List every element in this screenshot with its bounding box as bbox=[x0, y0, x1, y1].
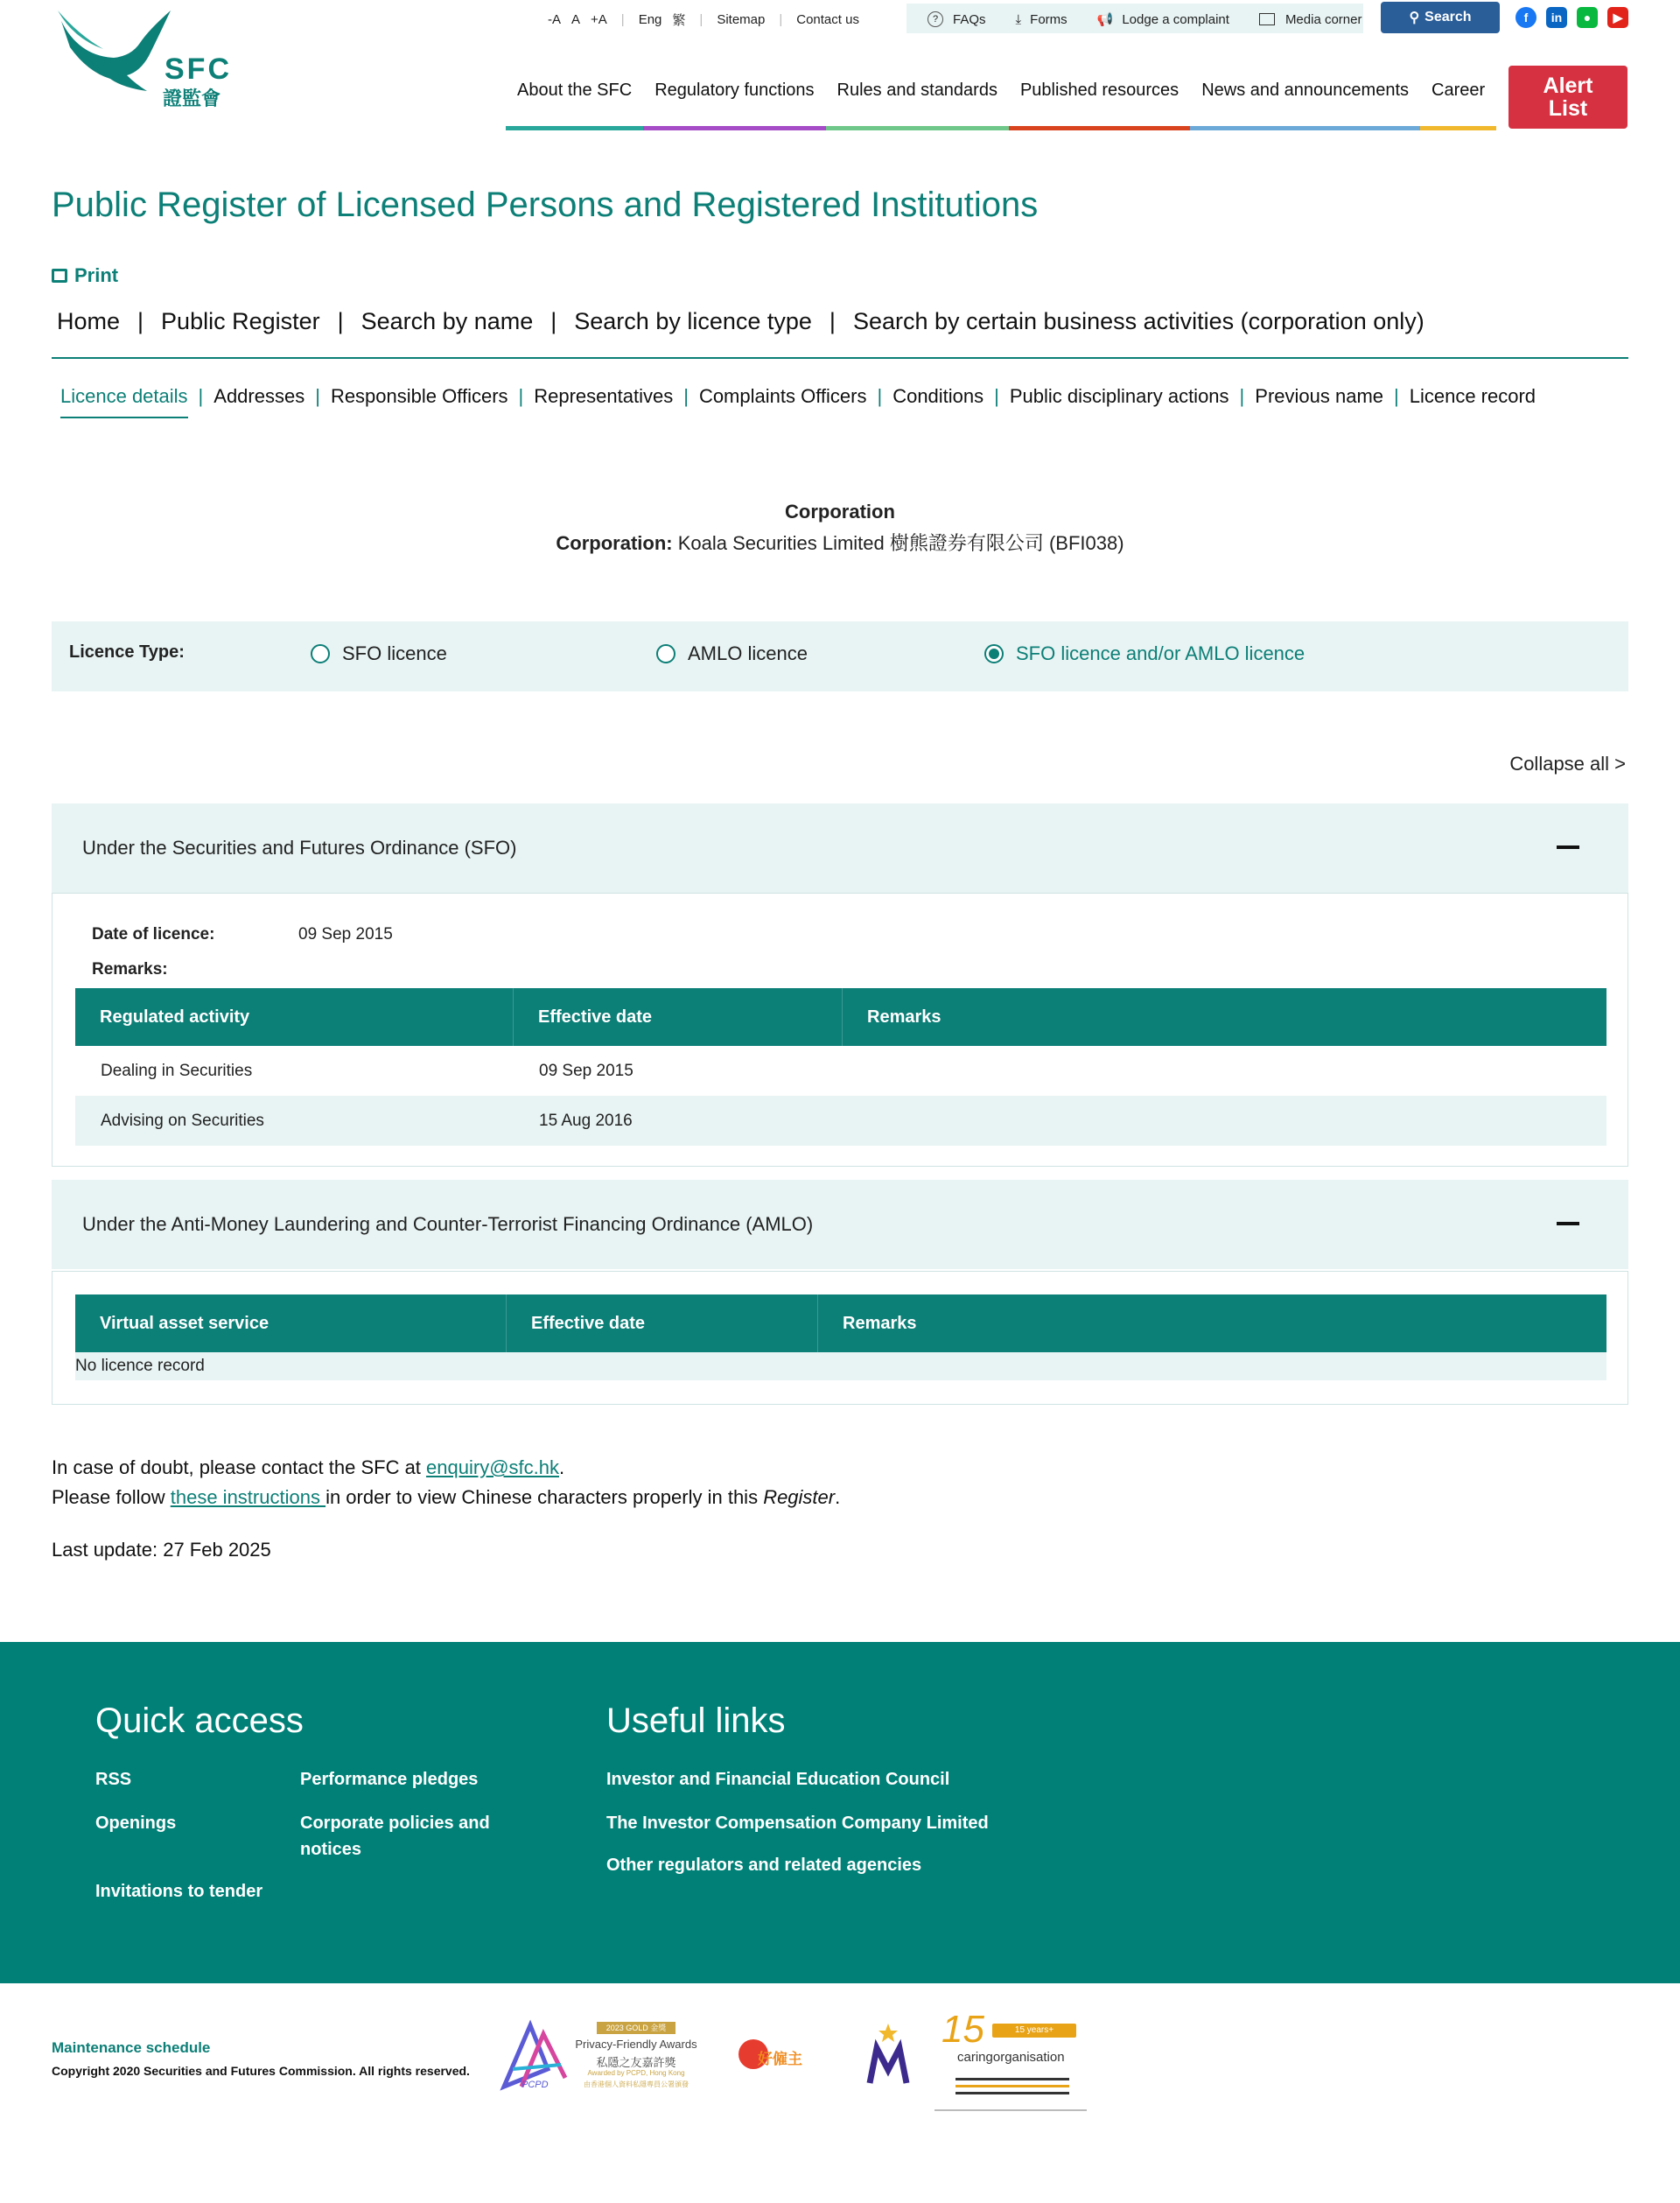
footer-link-rss[interactable]: RSS bbox=[95, 1770, 132, 1789]
tab-separator: | bbox=[1394, 385, 1399, 407]
licence-type-filter bbox=[52, 621, 1628, 691]
breadcrumb-link[interactable]: Search by name bbox=[360, 308, 534, 334]
wechat-icon[interactable]: ● bbox=[1577, 7, 1598, 28]
tab-separator: | bbox=[877, 385, 883, 407]
no-record-text: No licence record bbox=[75, 1357, 205, 1375]
breadcrumb-separator: | bbox=[137, 308, 144, 334]
breadcrumb bbox=[52, 308, 1430, 335]
activity-cell: Dealing in Securities bbox=[101, 1061, 253, 1080]
alert-list-button[interactable] bbox=[1508, 66, 1628, 129]
footer-link-ifec[interactable]: Investor and Financial Education Council bbox=[606, 1770, 950, 1789]
font-large-button[interactable]: +A bbox=[591, 11, 607, 27]
faqs-label: FAQs bbox=[953, 11, 986, 27]
nav-color-bar bbox=[643, 126, 825, 130]
radio-label: SFO licence and/or AMLO licence bbox=[1016, 642, 1306, 664]
radio-label: AMLO licence bbox=[688, 642, 808, 664]
radio-circle bbox=[656, 644, 676, 663]
date-cell: 15 Aug 2016 bbox=[539, 1111, 633, 1130]
date-of-licence-value: 09 Sep 2015 bbox=[298, 925, 393, 944]
sfo-table-header bbox=[75, 988, 1606, 1046]
note-text: In case of doubt, please contact the SFC at bbox=[52, 1456, 427, 1478]
amlo-accordion-body bbox=[52, 1271, 1628, 1405]
faqs-link[interactable] bbox=[922, 11, 991, 27]
tab-item[interactable]: Conditions bbox=[892, 385, 984, 407]
table-row bbox=[75, 1096, 1606, 1146]
note-text: . bbox=[559, 1456, 565, 1478]
note-text: in order to view Chinese characters properly in this bbox=[326, 1486, 764, 1508]
note-text: Please follow bbox=[52, 1486, 171, 1508]
column-header: Effective date bbox=[513, 988, 652, 1046]
last-update: Last update: 27 Feb 2025 bbox=[52, 1539, 271, 1561]
tab-separator: | bbox=[198, 385, 204, 407]
nav-item[interactable]: News and announcements bbox=[1201, 81, 1410, 100]
complaint-link[interactable] bbox=[1092, 11, 1235, 27]
pcpd-logo-text: PCPD bbox=[522, 2080, 549, 2090]
page-title: Public Register of Licensed Persons and Registered Institutions bbox=[52, 186, 1039, 224]
tab-item[interactable]: Responsible Officers bbox=[330, 385, 508, 407]
media-link[interactable] bbox=[1254, 12, 1368, 27]
divider: | bbox=[779, 11, 783, 27]
empty-row bbox=[75, 1352, 1606, 1380]
collapse-all-link[interactable]: Collapse all > bbox=[1509, 753, 1626, 775]
award-note: Awarded by PCPD, Hong Kong bbox=[587, 2069, 685, 2077]
corporation-line bbox=[0, 529, 1680, 556]
footer-link-other-regulators[interactable]: Other regulators and related agencies bbox=[606, 1856, 922, 1875]
award-rule bbox=[956, 2085, 1069, 2087]
alert-list-label: Alert List bbox=[1543, 74, 1593, 121]
tab-separator: | bbox=[1239, 385, 1245, 407]
tab-item[interactable]: Complaints Officers bbox=[698, 385, 867, 407]
lang-zh-link[interactable]: 繁 bbox=[672, 12, 686, 28]
tab-separator: | bbox=[315, 385, 320, 407]
email-link[interactable]: enquiry@sfc.hk bbox=[426, 1456, 559, 1478]
radio-label: SFO licence bbox=[342, 642, 447, 664]
caring-text: caringorganisation bbox=[957, 2050, 1065, 2065]
tab-separator: | bbox=[518, 385, 524, 407]
nav-color-bar bbox=[1009, 126, 1190, 130]
nav-item[interactable]: Rules and standards bbox=[836, 81, 998, 100]
radio-circle bbox=[311, 644, 330, 663]
sfc-logo[interactable] bbox=[52, 4, 236, 109]
sitemap-link[interactable]: Sitemap bbox=[717, 11, 766, 27]
column-header: Regulated activity bbox=[100, 1007, 250, 1027]
sfo-accordion-body bbox=[52, 893, 1628, 1167]
radio-circle-selected bbox=[984, 644, 1004, 663]
linkedin-icon[interactable]: in bbox=[1546, 7, 1567, 28]
footer-link-corporate-policies[interactable]: Corporate policies and notices bbox=[300, 1814, 490, 1859]
award-rule bbox=[956, 2078, 1069, 2080]
main-nav bbox=[506, 81, 1496, 123]
column-header: Remarks bbox=[842, 988, 942, 1046]
contact-note bbox=[52, 1456, 564, 1479]
footer bbox=[0, 1642, 1680, 1983]
breadcrumb-link[interactable]: Search by certain business activities (corporation only) bbox=[852, 308, 1424, 334]
sfo-heading: Under the Securities and Futures Ordinance (SFO) bbox=[82, 837, 517, 859]
maintenance-schedule-link[interactable]: Maintenance schedule bbox=[52, 2039, 211, 2056]
contact-link[interactable]: Contact us bbox=[796, 11, 859, 27]
logo-text-en: SFC bbox=[164, 53, 232, 86]
nav-item[interactable]: Career bbox=[1432, 81, 1486, 100]
divider: | bbox=[620, 11, 625, 27]
megaphone-icon: 📢 bbox=[1096, 12, 1114, 27]
printer-icon bbox=[52, 269, 67, 283]
fifteen-years-mark: 15 bbox=[942, 2008, 984, 2051]
copyright: Copyright 2020 Securities and Futures Commission. All rights reserved. bbox=[52, 2064, 470, 2078]
licence-type-label: Licence Type: bbox=[69, 642, 185, 662]
breadcrumb-link[interactable]: Search by licence type bbox=[574, 308, 812, 334]
service-links bbox=[917, 7, 1372, 32]
pcpd-award-logo bbox=[495, 2017, 702, 2097]
activity-cell: Advising on Securities bbox=[101, 1111, 264, 1130]
forms-link[interactable] bbox=[1011, 12, 1073, 27]
font-small-button[interactable]: -A bbox=[548, 11, 561, 27]
good-employer-logo bbox=[738, 2036, 835, 2080]
years-banner: 15 years+ bbox=[992, 2024, 1076, 2038]
column-header: Virtual asset service bbox=[100, 1313, 270, 1333]
employer-text: 好僱主 bbox=[758, 2051, 802, 2067]
quick-access-heading: Quick access bbox=[95, 1701, 304, 1740]
minus-icon[interactable] bbox=[1557, 1222, 1579, 1225]
table-row bbox=[75, 1046, 1606, 1096]
column-header: Effective date bbox=[506, 1294, 645, 1352]
amlo-accordion-header[interactable] bbox=[52, 1180, 1628, 1269]
logo-text-zh: 證監會 bbox=[163, 88, 221, 109]
breadcrumb-link[interactable]: Home bbox=[57, 308, 121, 334]
corporation-label: Corporation: bbox=[556, 532, 673, 554]
media-label: Media corner bbox=[1284, 11, 1362, 27]
print-label: Print bbox=[74, 264, 119, 286]
footer-link-icc[interactable]: The Investor Compensation Company Limited bbox=[606, 1814, 989, 1833]
tab-item[interactable]: Previous name bbox=[1255, 385, 1384, 407]
mpf-logo bbox=[866, 2022, 910, 2097]
complaint-label: Lodge a complaint bbox=[1122, 11, 1229, 27]
facebook-icon[interactable]: f bbox=[1516, 7, 1536, 28]
minus-icon[interactable] bbox=[1557, 845, 1579, 849]
divider: | bbox=[699, 11, 704, 27]
note-text: . bbox=[835, 1486, 841, 1508]
radio-sfo-and-amlo-licence[interactable] bbox=[984, 642, 1305, 665]
tab-item[interactable]: Addresses bbox=[214, 385, 305, 407]
help-icon: ? bbox=[928, 11, 943, 27]
nav-color-bar bbox=[826, 126, 1009, 130]
lang-en-link[interactable]: Eng bbox=[638, 11, 662, 27]
tab-separator: | bbox=[994, 385, 999, 407]
date-of-licence-label: Date of licence: bbox=[92, 925, 215, 944]
tab-separator: | bbox=[683, 385, 689, 407]
instructions-note bbox=[52, 1486, 840, 1509]
nav-item[interactable]: Published resources bbox=[1019, 81, 1180, 100]
amlo-heading: Under the Anti-Money Laundering and Counter-Terrorist Financing Ordinance (AMLO) bbox=[82, 1213, 814, 1235]
breadcrumb-separator: | bbox=[829, 308, 836, 334]
search-icon: ⚲ bbox=[1409, 11, 1420, 25]
instructions-link[interactable]: these instructions bbox=[170, 1486, 326, 1508]
forms-label: Forms bbox=[1030, 11, 1068, 27]
search-label: Search bbox=[1424, 10, 1472, 25]
entity-type: Corporation bbox=[785, 501, 895, 523]
award-title: Privacy-Friendly Awards bbox=[575, 2038, 697, 2051]
tab-item[interactable]: Representatives bbox=[534, 385, 674, 407]
award-rule bbox=[956, 2092, 1069, 2094]
award-underline bbox=[934, 2109, 1087, 2111]
tab-item[interactable]: Licence details bbox=[52, 385, 197, 408]
corporation-name: Koala Securities Limited 樹熊證券有限公司 (BFI038) bbox=[677, 532, 1124, 554]
utility-links bbox=[542, 7, 864, 32]
nav-item[interactable]: About the SFC bbox=[517, 81, 633, 100]
divider bbox=[52, 357, 1628, 359]
font-normal-button[interactable]: A bbox=[571, 11, 581, 27]
useful-links-heading: Useful links bbox=[606, 1701, 786, 1740]
search-button[interactable] bbox=[1381, 2, 1500, 33]
tab-item[interactable]: Licence record bbox=[1409, 385, 1536, 407]
date-cell: 09 Sep 2015 bbox=[539, 1061, 634, 1080]
nav-color-bar bbox=[1420, 126, 1496, 130]
tab-item[interactable]: Public disciplinary actions bbox=[1009, 385, 1229, 407]
caring-organisation-logo bbox=[934, 2008, 1087, 2113]
award-badge: 2023 GOLD 金獎 bbox=[597, 2022, 676, 2034]
nav-item[interactable]: Regulatory functions bbox=[654, 81, 815, 100]
register-text: Register bbox=[763, 1486, 836, 1508]
print-button[interactable] bbox=[52, 264, 118, 287]
nav-color-bar bbox=[506, 126, 643, 130]
award-note-zh: 由香港個人資料私隱專員公署頒發 bbox=[584, 2080, 689, 2088]
column-header: Remarks bbox=[817, 1294, 917, 1352]
radio-sfo-licence[interactable] bbox=[311, 642, 447, 665]
award-title-zh: 私隱之友嘉許獎 bbox=[596, 2056, 676, 2069]
youtube-icon[interactable]: ▶ bbox=[1607, 7, 1628, 28]
download-icon: ⤓ bbox=[1015, 11, 1022, 27]
breadcrumb-separator: | bbox=[337, 308, 344, 334]
footer-link-performance-pledges[interactable]: Performance pledges bbox=[300, 1770, 479, 1789]
amlo-table-header bbox=[75, 1294, 1606, 1352]
radio-amlo-licence[interactable] bbox=[656, 642, 808, 665]
remarks-label: Remarks: bbox=[92, 960, 168, 979]
image-icon bbox=[1259, 13, 1275, 25]
breadcrumb-link[interactable]: Public Register bbox=[161, 308, 320, 334]
nav-color-bar bbox=[1190, 126, 1420, 130]
breadcrumb-separator: | bbox=[550, 308, 557, 334]
sfo-accordion-header[interactable] bbox=[52, 803, 1628, 893]
detail-tabs bbox=[52, 385, 1544, 408]
footer-link-invitations-to-tender[interactable]: Invitations to tender bbox=[95, 1882, 263, 1901]
footer-link-openings[interactable]: Openings bbox=[95, 1814, 177, 1833]
